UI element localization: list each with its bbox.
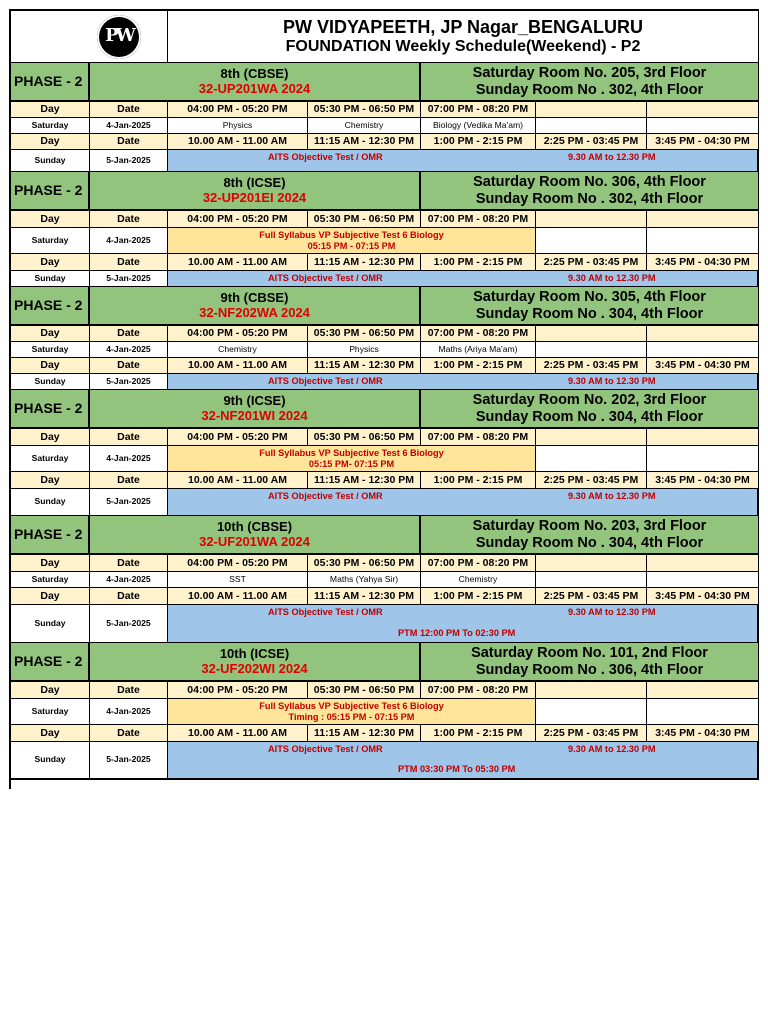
day-cell: Saturday (11, 446, 90, 472)
slot-cell (536, 118, 647, 134)
date-cell: 5-Jan-2025 (90, 150, 168, 172)
phase-label: PHASE - 2 (11, 516, 90, 555)
sun-header-cell: Day (11, 588, 90, 605)
sun-header-cell: Date (90, 588, 168, 605)
sun-header-cell: 1:00 PM - 2:15 PM (421, 588, 536, 605)
day-cell: Sunday (11, 489, 90, 516)
sunday-merged-cell (168, 742, 759, 780)
sunday-merged-cell (168, 605, 759, 643)
sun-header-cell: 3:45 PM - 04:30 PM (647, 254, 759, 271)
sat-header-cell: Day (11, 211, 90, 228)
slot-cell (536, 342, 647, 358)
sat-header-cell: 04:00 PM - 05:20 PM (168, 429, 308, 446)
date-cell: 5-Jan-2025 (90, 374, 168, 390)
sun-header-cell: 2:25 PM - 03:45 PM (536, 588, 647, 605)
sun-header-cell: 1:00 PM - 2:15 PM (421, 472, 536, 489)
date-cell: 5-Jan-2025 (90, 271, 168, 287)
sat-header-cell: 05:30 PM - 06:50 PM (308, 555, 421, 572)
day-cell: Sunday (11, 742, 90, 780)
test-time: Timing : 05:15 PM - 07:15 PM (288, 711, 415, 722)
sat-header-cell (536, 211, 647, 228)
saturday-room: Saturday Room No. 305, 4th Floor (473, 288, 706, 305)
date-cell: 4-Jan-2025 (90, 699, 168, 725)
test-time: 9.30 AM to 12.30 PM (568, 491, 656, 501)
sun-header-cell: 10.00 AM - 11.00 AM (168, 358, 308, 374)
sat-header-cell (536, 555, 647, 572)
sat-header-cell: 07:00 PM - 08:20 PM (421, 682, 536, 699)
merged-sat-cell (168, 446, 536, 472)
sunday-merged-cell (168, 271, 759, 287)
empty-cell (647, 699, 759, 725)
sat-header-cell: 07:00 PM - 08:20 PM (421, 102, 536, 118)
sun-header-cell: 3:45 PM - 04:30 PM (647, 588, 759, 605)
page-subtitle: FOUNDATION Weekly Schedule(Weekend) - P2 (285, 37, 641, 55)
day-cell: Sunday (11, 271, 90, 287)
sunday-merged-cell (168, 150, 759, 172)
room-cell (421, 516, 759, 555)
slot-cell: Biology (Vedika Ma'am) (421, 118, 536, 134)
slot-cell: Maths (Ariya Ma'am) (421, 342, 536, 358)
sunday-room: Sunday Room No . 306, 4th Floor (475, 661, 704, 678)
slot-cell: Chemistry (308, 118, 421, 134)
saturday-room: Saturday Room No. 205, 3rd Floor (472, 64, 707, 81)
sun-header-cell: 11:15 AM - 12:30 PM (308, 725, 421, 742)
schedule-sheet (9, 9, 759, 789)
room-cell (421, 172, 759, 211)
day-cell: Sunday (11, 150, 90, 172)
sat-header-cell: Date (90, 429, 168, 446)
test-time: 9.30 AM to 12.30 PM (568, 607, 656, 617)
test-title: Full Syllabus VP Subjective Test 6 Biology (259, 447, 444, 458)
logo-cell (11, 11, 168, 63)
sun-header-cell: 2:25 PM - 03:45 PM (536, 725, 647, 742)
day-cell: Saturday (11, 228, 90, 254)
phase-label: PHASE - 2 (11, 63, 90, 102)
day-cell: Saturday (11, 699, 90, 725)
sat-header-cell (536, 326, 647, 342)
slot-cell (647, 342, 759, 358)
sat-header-cell (647, 102, 759, 118)
class-name: 10th (ICSE) (219, 645, 290, 661)
sun-header-cell: 11:15 AM - 12:30 PM (308, 254, 421, 271)
sun-header-cell: Date (90, 134, 168, 150)
sat-header-cell: 04:00 PM - 05:20 PM (168, 682, 308, 699)
sat-header-cell: 04:00 PM - 05:20 PM (168, 211, 308, 228)
test-name: AITS Objective Test / OMR (268, 607, 383, 617)
sunday-room: Sunday Room No . 304, 4th Floor (475, 534, 704, 551)
batch-code: 32-UF201WA 2024 (199, 533, 310, 549)
sat-header-cell: Date (90, 682, 168, 699)
sun-header-cell: Date (90, 254, 168, 271)
date-cell: 4-Jan-2025 (90, 446, 168, 472)
sat-header-cell: 07:00 PM - 08:20 PM (421, 326, 536, 342)
sat-header-cell: Day (11, 326, 90, 342)
sat-header-cell: Day (11, 429, 90, 446)
sun-header-cell: 3:45 PM - 04:30 PM (647, 472, 759, 489)
sat-header-cell (536, 429, 647, 446)
sun-header-cell: 10.00 AM - 11.00 AM (168, 254, 308, 271)
sat-header-cell: 04:00 PM - 05:20 PM (168, 102, 308, 118)
sun-header-cell: 1:00 PM - 2:15 PM (421, 358, 536, 374)
day-cell: Saturday (11, 118, 90, 134)
room-cell (421, 390, 759, 429)
sun-header-cell: 2:25 PM - 03:45 PM (536, 472, 647, 489)
phase-label: PHASE - 2 (11, 390, 90, 429)
sat-header-cell: Day (11, 555, 90, 572)
sun-header-cell: Date (90, 472, 168, 489)
sun-header-cell: 10.00 AM - 11.00 AM (168, 472, 308, 489)
class-cell (90, 172, 421, 211)
day-cell: Saturday (11, 342, 90, 358)
class-cell (90, 643, 421, 682)
test-time: 9.30 AM to 12.30 PM (568, 273, 656, 283)
sat-header-cell: 07:00 PM - 08:20 PM (421, 555, 536, 572)
sun-header-cell: Day (11, 358, 90, 374)
saturday-room: Saturday Room No. 203, 3rd Floor (472, 517, 707, 534)
sat-header-cell (647, 682, 759, 699)
sun-header-cell: 11:15 AM - 12:30 PM (308, 358, 421, 374)
saturday-room: Saturday Room No. 306, 4th Floor (473, 173, 706, 190)
empty-cell (536, 228, 647, 254)
slot-cell (647, 118, 759, 134)
test-name: AITS Objective Test / OMR (268, 491, 383, 501)
day-cell: Sunday (11, 605, 90, 643)
sat-header-cell: Date (90, 211, 168, 228)
sat-header-cell (647, 211, 759, 228)
class-name: 9th (ICSE) (223, 392, 286, 408)
sun-header-cell: 3:45 PM - 04:30 PM (647, 134, 759, 150)
batch-code: 32-UP201WA 2024 (198, 80, 311, 96)
date-cell: 4-Jan-2025 (90, 118, 168, 134)
ptm-note: PTM 12:00 PM To 02:30 PM (398, 628, 516, 639)
class-name: 10th (CBSE) (216, 518, 293, 534)
title-cell (168, 11, 759, 63)
sun-header-cell: Day (11, 725, 90, 742)
merged-sat-cell (168, 228, 536, 254)
sat-header-cell (647, 326, 759, 342)
empty-cell (647, 446, 759, 472)
sun-header-cell: Date (90, 725, 168, 742)
room-cell (421, 287, 759, 326)
day-cell: Saturday (11, 572, 90, 588)
sun-header-cell: Day (11, 472, 90, 489)
class-cell (90, 516, 421, 555)
sat-header-cell: 07:00 PM - 08:20 PM (421, 429, 536, 446)
sat-header-cell: 04:00 PM - 05:20 PM (168, 326, 308, 342)
class-name: 9th (CBSE) (220, 289, 289, 305)
test-title: Full Syllabus VP Subjective Test 6 Biology (259, 700, 444, 711)
sat-header-cell: 04:00 PM - 05:20 PM (168, 555, 308, 572)
sat-header-cell (536, 682, 647, 699)
sat-header-cell (536, 102, 647, 118)
class-cell (90, 63, 421, 102)
slot-cell: Chemistry (421, 572, 536, 588)
slot-cell: Physics (168, 118, 308, 134)
test-time: 9.30 AM to 12.30 PM (568, 152, 656, 162)
sun-header-cell: 11:15 AM - 12:30 PM (308, 472, 421, 489)
sat-header-cell: Day (11, 682, 90, 699)
slot-cell: Physics (308, 342, 421, 358)
sat-header-cell: 05:30 PM - 06:50 PM (308, 326, 421, 342)
sat-header-cell: 05:30 PM - 06:50 PM (308, 211, 421, 228)
batch-code: 32-NF201WI 2024 (201, 407, 308, 423)
empty-cell (536, 699, 647, 725)
batch-code: 32-UF202WI 2024 (201, 660, 308, 676)
test-time: 05:15 PM- 07:15 PM (308, 458, 395, 469)
sat-header-cell: 05:30 PM - 06:50 PM (308, 429, 421, 446)
sun-header-cell: 10.00 AM - 11.00 AM (168, 588, 308, 605)
sun-header-cell: 11:15 AM - 12:30 PM (308, 134, 421, 150)
empty-cell (647, 228, 759, 254)
test-name: AITS Objective Test / OMR (268, 273, 383, 283)
date-cell: 5-Jan-2025 (90, 742, 168, 780)
batch-code: 32-UP201EI 2024 (202, 189, 307, 205)
sun-header-cell: 10.00 AM - 11.00 AM (168, 134, 308, 150)
sunday-room: Sunday Room No . 304, 4th Floor (475, 305, 704, 322)
sun-header-cell: Date (90, 358, 168, 374)
room-cell (421, 63, 759, 102)
test-time: 9.30 AM to 12.30 PM (568, 376, 656, 386)
sat-header-cell (647, 429, 759, 446)
sunday-merged-cell (168, 374, 759, 390)
date-cell: 4-Jan-2025 (90, 228, 168, 254)
sun-header-cell: 1:00 PM - 2:15 PM (421, 134, 536, 150)
test-title: Full Syllabus VP Subjective Test 6 Biology (259, 229, 444, 240)
sun-header-cell: 11:15 AM - 12:30 PM (308, 588, 421, 605)
day-cell: Sunday (11, 374, 90, 390)
merged-sat-cell (168, 699, 536, 725)
saturday-room: Saturday Room No. 202, 3rd Floor (472, 391, 707, 408)
empty-cell (536, 446, 647, 472)
sat-header-cell: 05:30 PM - 06:50 PM (308, 102, 421, 118)
ptm-note: PTM 03:30 PM To 05:30 PM (398, 764, 516, 775)
date-cell: 5-Jan-2025 (90, 605, 168, 643)
test-time: 05:15 PM - 07:15 PM (307, 240, 396, 251)
slot-cell (536, 572, 647, 588)
sat-header-cell: 07:00 PM - 08:20 PM (421, 211, 536, 228)
class-cell (90, 287, 421, 326)
test-name: AITS Objective Test / OMR (268, 376, 383, 386)
test-time: 9.30 AM to 12.30 PM (568, 744, 656, 754)
saturday-room: Saturday Room No. 101, 2nd Floor (471, 644, 708, 661)
slot-cell: SST (168, 572, 308, 588)
class-cell (90, 390, 421, 429)
sunday-room: Sunday Room No . 302, 4th Floor (475, 81, 704, 98)
batch-code: 32-NF202WA 2024 (199, 304, 310, 320)
sunday-room: Sunday Room No . 304, 4th Floor (475, 408, 704, 425)
sun-header-cell: 2:25 PM - 03:45 PM (536, 134, 647, 150)
sat-header-cell: Date (90, 102, 168, 118)
test-name: AITS Objective Test / OMR (268, 744, 383, 754)
phase-label: PHASE - 2 (11, 287, 90, 326)
phase-label: PHASE - 2 (11, 643, 90, 682)
sun-header-cell: 1:00 PM - 2:15 PM (421, 725, 536, 742)
sat-header-cell: 05:30 PM - 06:50 PM (308, 682, 421, 699)
phase-label: PHASE - 2 (11, 172, 90, 211)
sun-header-cell: 3:45 PM - 04:30 PM (647, 725, 759, 742)
sun-header-cell: 1:00 PM - 2:15 PM (421, 254, 536, 271)
pw-logo: PW (97, 15, 141, 59)
sat-header-cell (647, 555, 759, 572)
test-name: AITS Objective Test / OMR (268, 152, 383, 162)
sun-header-cell: 2:25 PM - 03:45 PM (536, 358, 647, 374)
sun-header-cell: 2:25 PM - 03:45 PM (536, 254, 647, 271)
class-name: 8th (CBSE) (220, 65, 289, 81)
sun-header-cell: 3:45 PM - 04:30 PM (647, 358, 759, 374)
sunday-room: Sunday Room No . 302, 4th Floor (475, 190, 704, 207)
sunday-merged-cell (168, 489, 759, 516)
sun-header-cell: Day (11, 254, 90, 271)
room-cell (421, 643, 759, 682)
sat-header-cell: Date (90, 555, 168, 572)
sat-header-cell: Date (90, 326, 168, 342)
slot-cell: Chemistry (168, 342, 308, 358)
sun-header-cell: 10.00 AM - 11.00 AM (168, 725, 308, 742)
date-cell: 5-Jan-2025 (90, 489, 168, 516)
slot-cell (647, 572, 759, 588)
sat-header-cell: Day (11, 102, 90, 118)
sun-header-cell: Day (11, 134, 90, 150)
class-name: 8th (ICSE) (223, 174, 286, 190)
date-cell: 4-Jan-2025 (90, 342, 168, 358)
page-title: PW VIDYAPEETH, JP Nagar_BENGALURU (282, 16, 644, 37)
slot-cell: Maths (Yahya Sir) (308, 572, 421, 588)
date-cell: 4-Jan-2025 (90, 572, 168, 588)
